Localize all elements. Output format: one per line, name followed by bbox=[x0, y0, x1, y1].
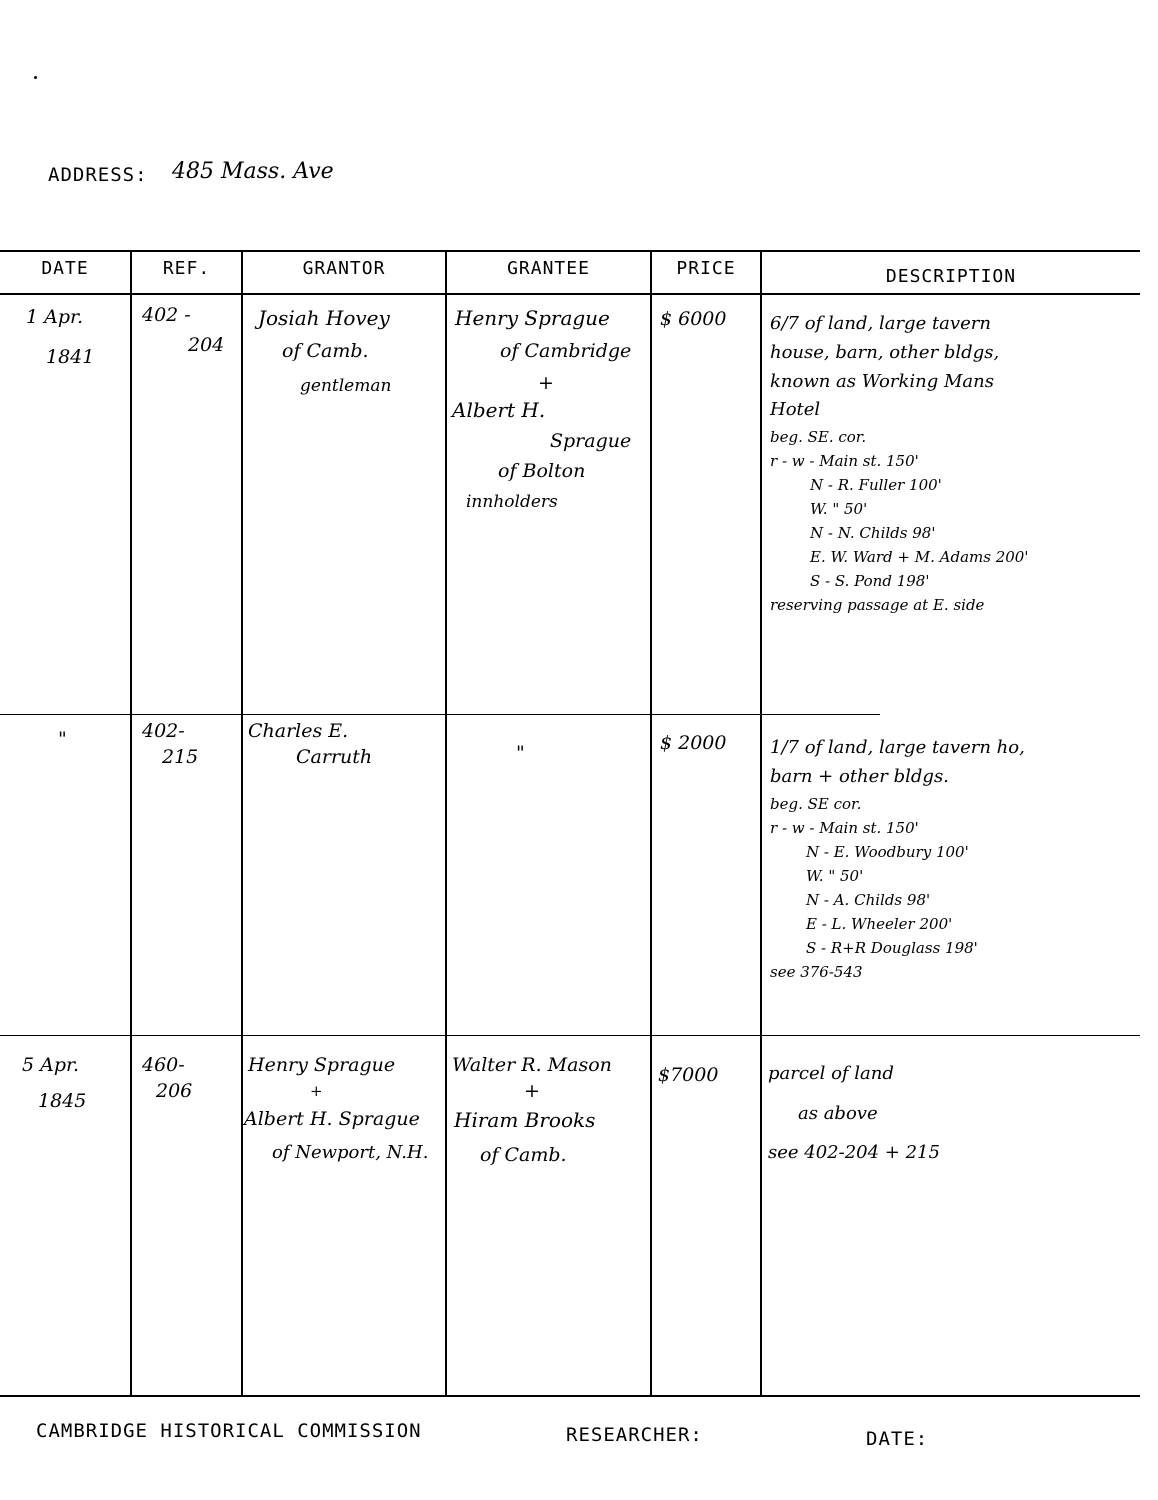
column-header-grantor: GRANTOR bbox=[302, 258, 386, 279]
table-row-3-date-day: 5 Apr. bbox=[22, 1054, 80, 1076]
table-row-3-grantee-line-1: Walter R. Mason bbox=[452, 1054, 612, 1076]
table-row-3-grantor-line-3: Albert H. Sprague bbox=[244, 1108, 420, 1130]
row-divider-1 bbox=[760, 714, 880, 715]
row-divider-1-left bbox=[0, 714, 760, 715]
table-row-1-ref-book: 402 - bbox=[142, 304, 191, 326]
description-line: N - A. Childs 98' bbox=[806, 890, 931, 909]
col-divider-ref bbox=[241, 250, 243, 1395]
table-top-rule bbox=[0, 250, 1140, 252]
description-line: see 376-543 bbox=[770, 962, 863, 981]
description-line: N - N. Childs 98' bbox=[810, 524, 936, 543]
table-row-1-grantor-name: Josiah Hovey bbox=[258, 306, 390, 330]
description-line: known as Working Mans bbox=[770, 370, 994, 392]
col-divider-grantee bbox=[650, 250, 652, 1395]
table-row-1-grantee-line-5: Sprague bbox=[550, 430, 632, 452]
column-header-date: DATE bbox=[41, 258, 89, 279]
table-row-3-grantor-line-1: Henry Sprague bbox=[248, 1054, 396, 1076]
table-row-2-ref-page: 215 bbox=[162, 746, 199, 768]
description-line: beg. SE. cor. bbox=[770, 428, 867, 447]
column-header-price: PRICE bbox=[676, 258, 736, 279]
table-row-3-grantee-line-2: + bbox=[524, 1080, 540, 1102]
table-row-1-ref-page: 204 bbox=[188, 334, 225, 356]
table-row-2-grantor-surname: Carruth bbox=[296, 746, 373, 768]
description-line: barn + other bldgs. bbox=[770, 765, 949, 787]
table-row-1-grantee-line-2: of Cambridge bbox=[500, 340, 632, 362]
table-row-1-grantee-line-3: + bbox=[538, 372, 554, 394]
description-line: N - E. Woodbury 100' bbox=[806, 842, 969, 861]
description-line: house, barn, other bldgs, bbox=[770, 341, 1000, 363]
table-row-3-date-year: 1845 bbox=[38, 1090, 87, 1112]
table-row-1-grantee-line-1: Henry Sprague bbox=[455, 306, 610, 330]
description-line: E. W. Ward + M. Adams 200' bbox=[810, 548, 1029, 567]
description-line: 1/7 of land, large tavern ho, bbox=[770, 737, 1025, 758]
table-row-3-ref-book: 460- bbox=[142, 1054, 185, 1076]
description-line: Hotel bbox=[770, 399, 821, 421]
table-row-1-grantee-line-4: Albert H. bbox=[452, 398, 546, 422]
table-row-3-ref-page: 206 bbox=[156, 1080, 193, 1102]
col-divider-date bbox=[130, 250, 132, 1395]
table-row-3-grantee-line-3: Hiram Brooks bbox=[454, 1108, 596, 1132]
table-row-1-date-day: 1 Apr. bbox=[26, 306, 84, 328]
footer-commission: CAMBRIDGE HISTORICAL COMMISSION bbox=[36, 1420, 422, 1442]
description-line: beg. SE cor. bbox=[770, 794, 862, 813]
table-row-2-grantor-name: Charles E. bbox=[248, 720, 349, 742]
table-row-1-grantee-line-7: innholders bbox=[466, 492, 558, 512]
column-header-ref: REF. bbox=[162, 258, 211, 279]
table-row-1-price: $ 6000 bbox=[660, 308, 727, 330]
column-header-grantee: GRANTEE bbox=[507, 258, 590, 279]
table-row-3-grantor-line-4: of Newport, N.H. bbox=[272, 1142, 429, 1163]
header-bottom-rule bbox=[0, 293, 1140, 295]
description-line: parcel of land bbox=[768, 1063, 894, 1084]
description-line: S - S. Pond 198' bbox=[810, 572, 930, 591]
table-row-1-description bbox=[770, 310, 1028, 617]
description-line: r - w - Main st. 150' bbox=[770, 452, 919, 471]
description-line: N - R. Fuller 100' bbox=[810, 476, 942, 495]
table-bottom-rule bbox=[0, 1395, 1140, 1397]
description-line: W. " 50' bbox=[810, 500, 868, 519]
address-value: 485 Mass. Ave bbox=[172, 159, 334, 184]
table-row-1-grantor-place: of Camb. bbox=[282, 340, 369, 362]
description-line: see 402-204 + 215 bbox=[768, 1142, 940, 1164]
footer-researcher-label: RESEARCHER: bbox=[566, 1424, 703, 1446]
description-line: as above bbox=[798, 1102, 878, 1124]
col-divider-grantor bbox=[445, 250, 447, 1395]
table-row-2-description bbox=[770, 734, 1025, 984]
description-line: r - w - Main st. 150' bbox=[770, 818, 919, 837]
table-row-3-description bbox=[768, 1054, 940, 1173]
column-header-description: DESCRIPTION bbox=[885, 266, 1017, 287]
table-row-1-date-year: 1841 bbox=[46, 346, 95, 368]
table-row-3-grantor-line-2: + bbox=[310, 1082, 323, 1100]
description-line: 6/7 of land, large tavern bbox=[770, 313, 991, 334]
table-row-1-grantor-title: gentleman bbox=[300, 376, 392, 396]
table-row-2-price: $ 2000 bbox=[660, 732, 727, 754]
table-row-2-ref-book: 402- bbox=[142, 720, 185, 742]
description-line: S - R+R Douglass 198' bbox=[806, 938, 978, 957]
row-divider-2 bbox=[0, 1035, 1140, 1036]
table-row-2-grantee: " bbox=[516, 742, 525, 764]
col-divider-price bbox=[760, 250, 762, 1395]
description-line: W. " 50' bbox=[806, 866, 864, 885]
stray-mark bbox=[34, 76, 37, 79]
table-row-3-grantee-line-4: of Camb. bbox=[480, 1144, 567, 1166]
footer-date-label: DATE: bbox=[866, 1428, 929, 1450]
table-row-1-grantee-line-6: of Bolton bbox=[498, 460, 586, 482]
address-label: ADDRESS: bbox=[48, 164, 148, 186]
table-row-3-price: $7000 bbox=[658, 1064, 719, 1086]
description-line: E - L. Wheeler 200' bbox=[806, 914, 953, 933]
description-line: reserving passage at E. side bbox=[770, 596, 985, 615]
table-row-2-date: " bbox=[58, 728, 67, 750]
